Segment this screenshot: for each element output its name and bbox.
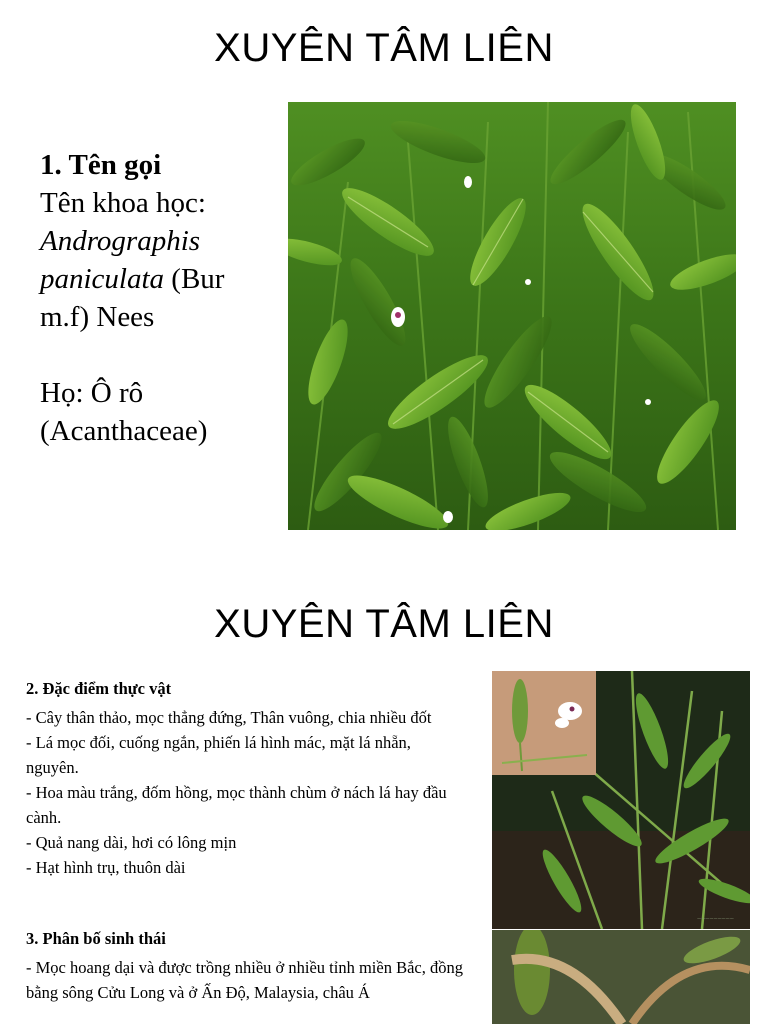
slide-title: XUYÊN TÂM LIÊN: [214, 26, 554, 70]
list-item: - Cây thân thảo, mọc thẳng đứng, Thân vuông, chia nhiều đốt: [26, 708, 432, 727]
scientific-name-author: (Bur m.f) Nees: [40, 263, 225, 333]
watermark-icon: ~~~~~~~~~: [697, 916, 734, 923]
scientific-name-label: Tên khoa học:: [40, 187, 206, 219]
slide-title: XUYÊN TÂM LIÊN: [214, 602, 554, 646]
slide-2: [0, 576, 768, 1024]
plant-photo-flowers: [492, 671, 750, 929]
family-latin-name: (Acanthaceae): [40, 415, 208, 447]
description-text: [26, 676, 466, 1005]
plant-photo: [288, 102, 736, 530]
family-name: Họ: Ô rô: [40, 377, 144, 409]
list-item: - Quả nang dài, hơi có lông mịn: [26, 833, 237, 852]
scientific-name: [40, 222, 270, 336]
ecology-text: - Mọc hoang dại và được trồng nhiều ở nhiều tỉnh miền Bắc, đồng bằng sông Cửu Long và ở Ấn Độ, Malaysia, châu Á: [26, 958, 463, 1002]
section-heading: 1. Tên gọi: [40, 149, 162, 181]
scientific-name-italic: Andrographis paniculata: [40, 225, 201, 295]
name-section: [40, 146, 270, 450]
list-item: - Lá mọc đối, cuống ngắn, phiến lá hình mác, mặt lá nhẵn, nguyên.: [26, 733, 411, 777]
section-heading-botany: 2. Đặc điểm thực vật: [26, 679, 172, 698]
section-heading-ecology: 3. Phân bố sinh thái: [26, 929, 166, 948]
list-item: - Hoa màu trắng, đốm hồng, mọc thành chùm ở nách lá hay đầu cành.: [26, 783, 447, 827]
plant-photo-fruit: [492, 930, 750, 1024]
list-item: - Hạt hình trụ, thuôn dài: [26, 858, 186, 877]
